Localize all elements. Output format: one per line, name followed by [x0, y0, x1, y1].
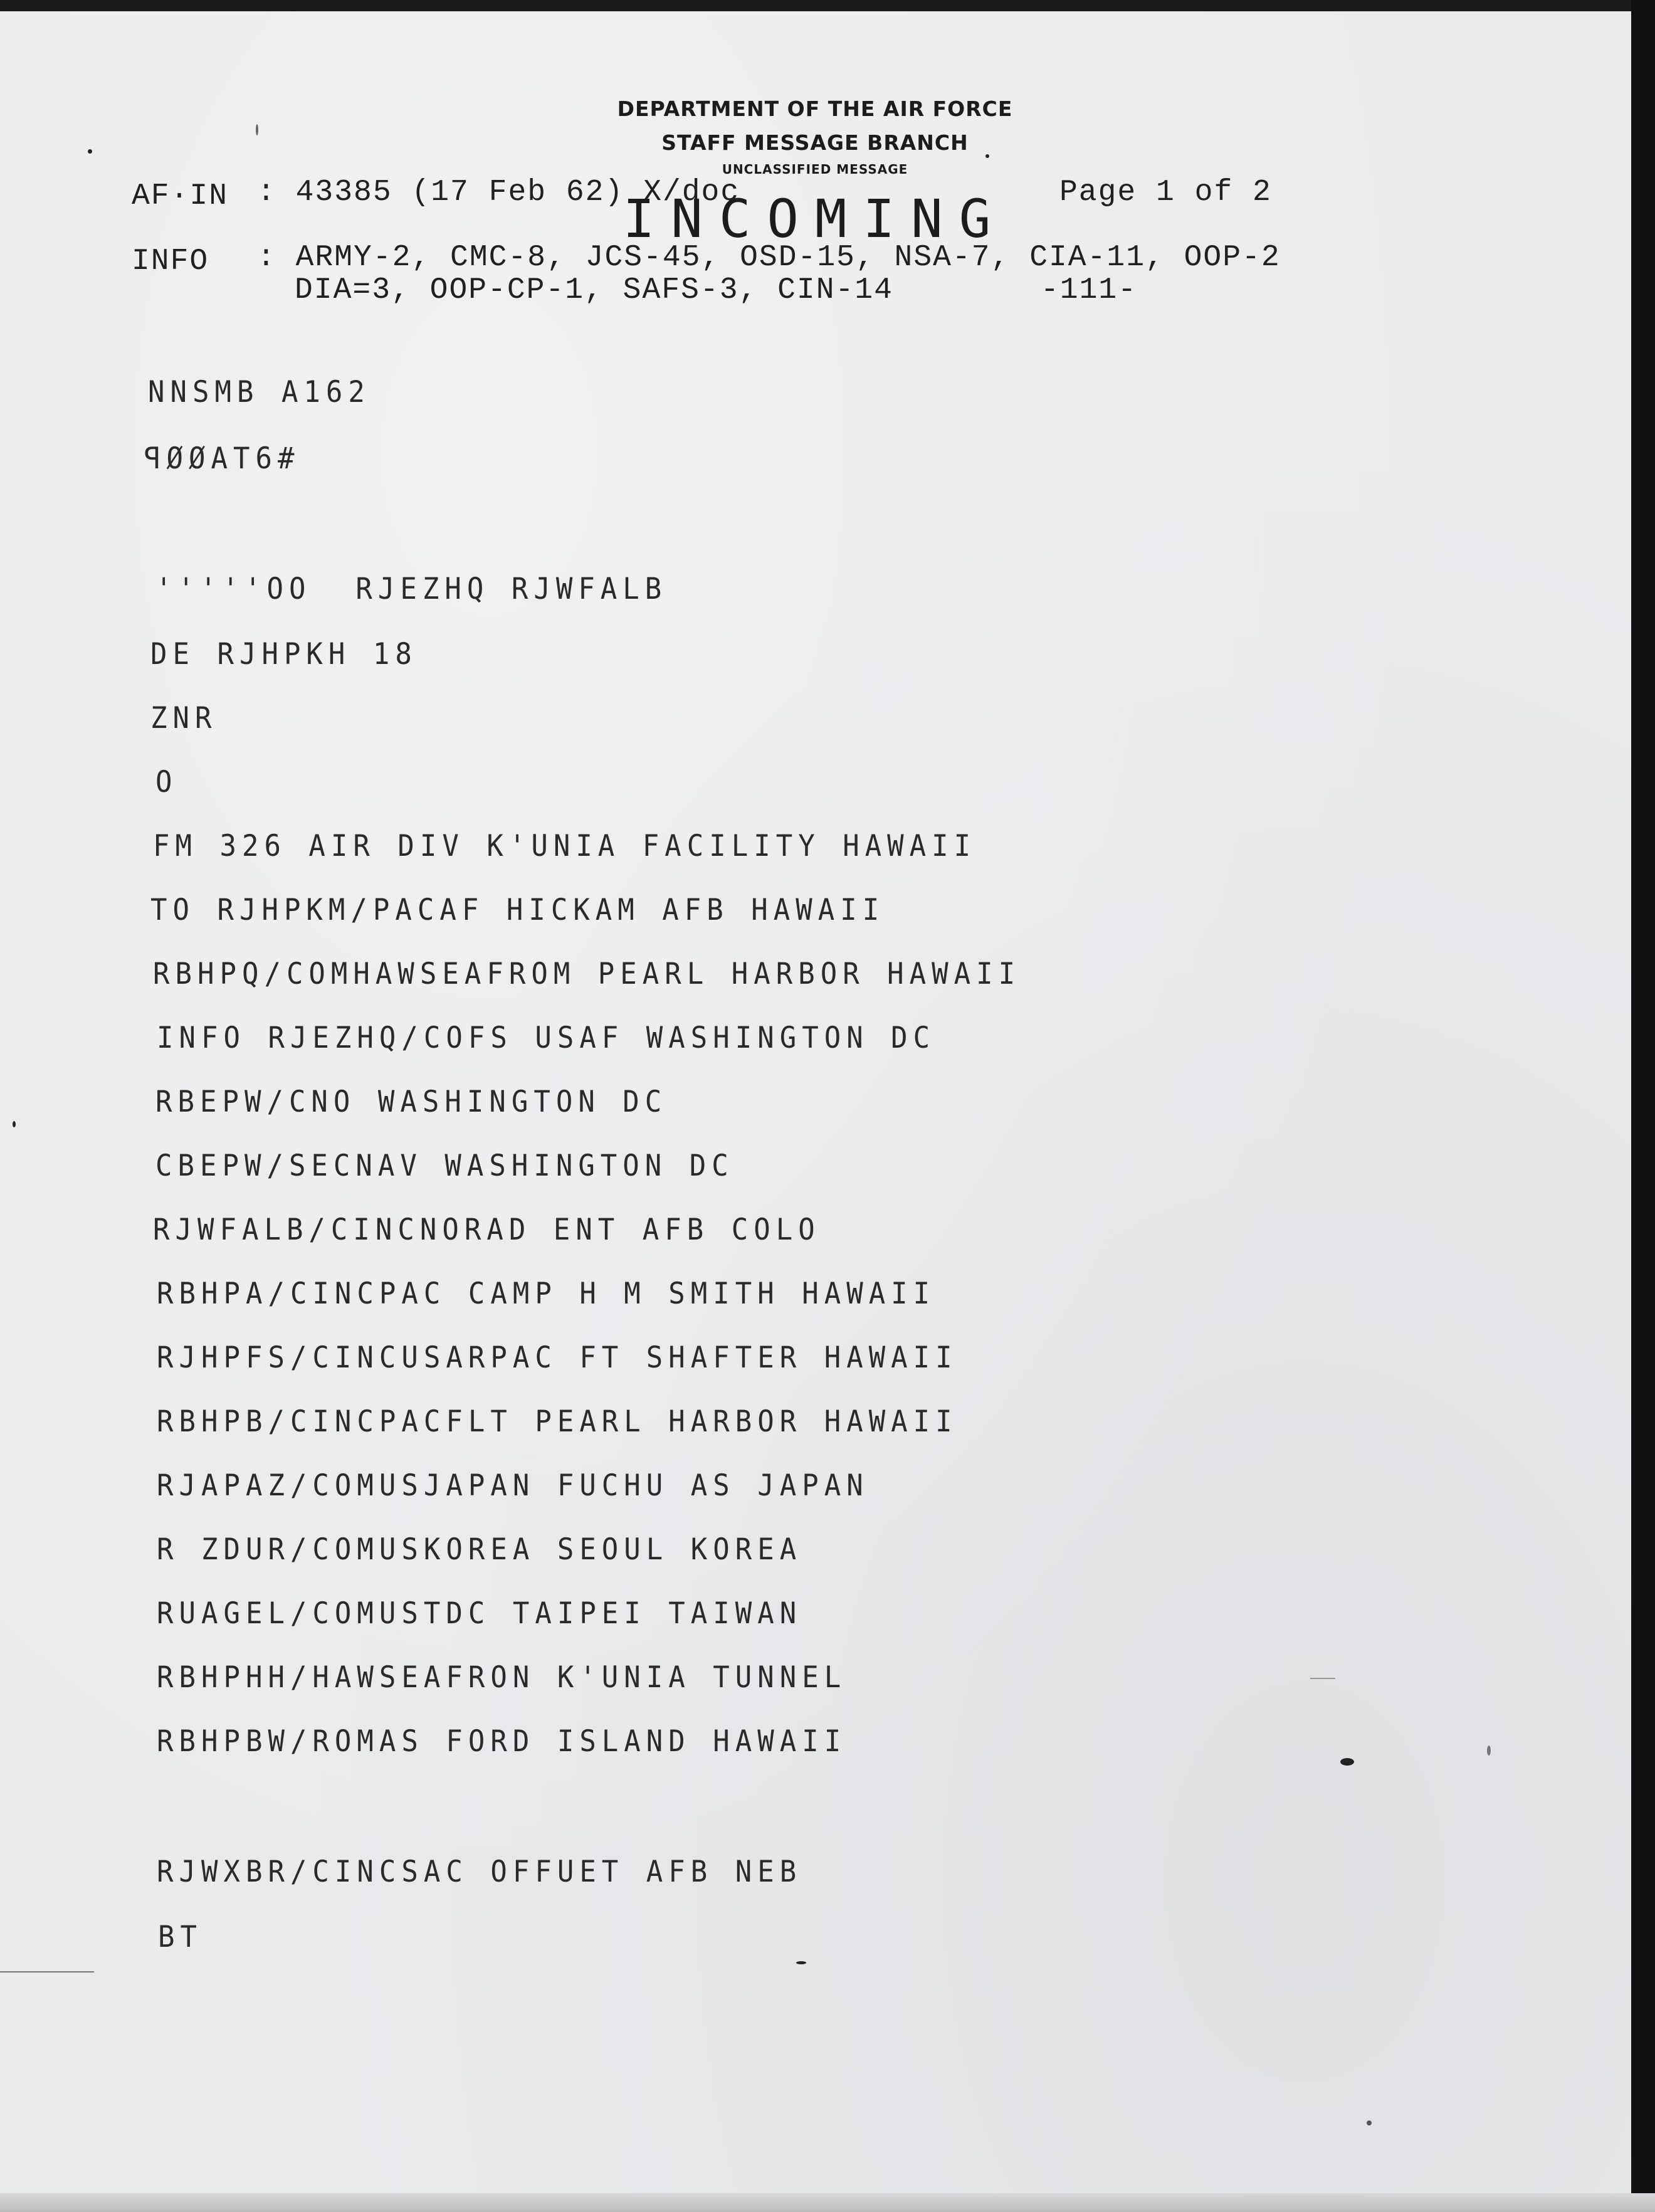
- scan-edge-top: [0, 0, 1655, 11]
- message-line: O: [155, 765, 178, 800]
- message-line: '''''OO RJEZHQ RJWFALB: [155, 572, 668, 607]
- message-line: NNSMB A162: [148, 375, 370, 410]
- message-line: RJWFALB/CINCNORAD ENT AFB COLO: [153, 1213, 821, 1248]
- page-indicator: Page 1 of 2: [1059, 176, 1272, 209]
- scan-speck: [13, 1121, 16, 1127]
- scan-speck: [1487, 1746, 1491, 1756]
- message-line: RJHPFS/CINCUSARPAC FT SHAFTER HAWAII: [157, 1340, 958, 1376]
- info-distribution-line-1: : ARMY-2, CMC-8, JCS-45, OSD-15, NSA-7, CIA-11, OOP-2: [257, 241, 1281, 275]
- message-line: RJAPAZ/COMUSJAPAN FUCHU AS JAPAN: [157, 1468, 869, 1504]
- message-line: RUAGEL/COMUSTDC TAIPEI TAIWAN: [157, 1596, 802, 1631]
- document-sheet: [0, 11, 1631, 2212]
- scan-speck: [1367, 2120, 1372, 2125]
- incoming-heading: INCOMING: [623, 188, 1007, 250]
- afin-label: AF·IN: [132, 179, 229, 213]
- classification-label: UNCLASSIFIED MESSAGE: [722, 162, 908, 177]
- message-line: RBHPBW/ROMAS FORD ISLAND HAWAII: [157, 1724, 847, 1759]
- message-line: RJWXBR/CINCSAC OFFUET AFB NEB: [157, 1855, 802, 1890]
- scan-speck: [985, 154, 989, 158]
- info-label: INFO: [132, 245, 209, 278]
- message-line: RBHPB/CINCPACFLT PEARL HARBOR HAWAII: [157, 1404, 958, 1440]
- message-line: RBEPW/CNO WASHINGTON DC: [155, 1085, 668, 1120]
- message-line: ZNR: [150, 701, 218, 736]
- scan-edge-right: [1631, 0, 1655, 2212]
- department-heading: DEPARTMENT OF THE AIR FORCE: [617, 97, 1013, 121]
- info-distribution-line-2: DIA=3, OOP-CP-1, SAFS-3, CIN-14: [295, 273, 893, 307]
- message-line: TO RJHPKM/PACAF HICKAM AFB HAWAII: [150, 893, 885, 928]
- scan-margin-line: [1310, 1678, 1335, 1679]
- scan-speck: [256, 124, 258, 135]
- message-line: DE RJHPKH 18: [150, 637, 418, 672]
- branch-heading: STAFF MESSAGE BRANCH: [661, 130, 969, 155]
- message-line: CBEPW/SECNAV WASHINGTON DC: [155, 1149, 734, 1184]
- scan-speck: [796, 1961, 806, 1964]
- message-line: INFO RJEZHQ/COFS USAF WASHINGTON DC: [157, 1021, 936, 1056]
- message-line: RBHPQ/COMHAWSEAFROM PEARL HARBOR HAWAII: [153, 957, 1021, 992]
- message-line: RBHPHH/HAWSEAFRON K'UNIA TUNNEL: [157, 1660, 847, 1695]
- message-line: R ZDUR/COMUSKOREA SEOUL KOREA: [157, 1532, 802, 1567]
- scan-speck: [88, 149, 92, 154]
- afin-value: : 43385 (17 Feb 62) X/doc: [257, 176, 740, 209]
- scan-edge-bottom: [0, 2193, 1655, 2212]
- scan-margin-line: [0, 1971, 94, 1972]
- message-line: BT: [158, 1920, 202, 1955]
- scan-speck: [1340, 1758, 1354, 1766]
- message-line: RBHPA/CINCPAC CAMP H M SMITH HAWAII: [157, 1277, 936, 1312]
- info-total-count: -111-: [1041, 273, 1138, 307]
- message-line: ꟼØØAT6#: [144, 441, 300, 477]
- message-line: FM 326 AIR DIV K'UNIA FACILITY HAWAII: [153, 829, 977, 864]
